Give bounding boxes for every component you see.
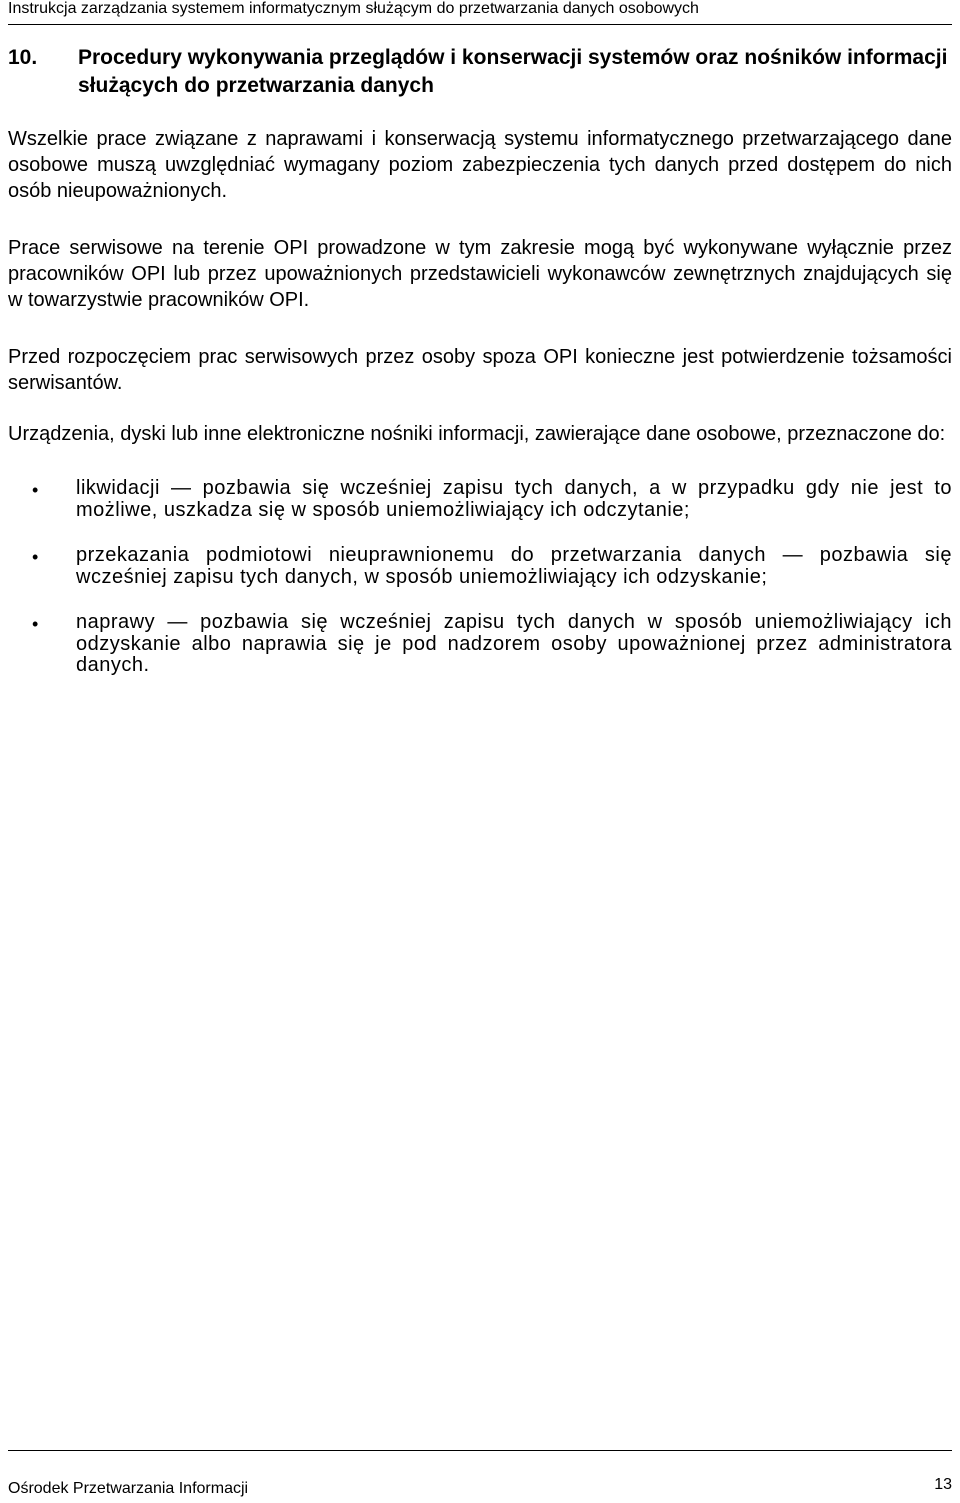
section-title: Procedury wykonywania przeglądów i konserwacji systemów oraz nośników informacji służących do przetwarzania danych: [78, 46, 948, 97]
list-item-text: przekazania podmiotowi nieuprawnionemu do przetwarzania danych — pozbawia się wcześniej zapisu tych danych, w sposób uniemożliwiający ich odzyskanie;: [76, 544, 952, 588]
page-footer: [8, 1450, 952, 1503]
bullet-icon: •: [32, 614, 39, 634]
bullet-icon: •: [32, 480, 39, 500]
media-handling-list: [8, 478, 952, 701]
list-item-transfer: [8, 545, 952, 588]
list-item-text: naprawy — pozbawia się wcześniej zapisu tych danych w sposób uniemożliwiający ich odzyskanie albo naprawia się je pod nadzorem osoby upoważnionej przez administratora danych.: [76, 611, 952, 676]
footer-organization: Ośrodek Przetwarzania Informacji: [8, 1480, 249, 1497]
paragraph-identity-verification: Przed rozpoczęciem prac serwisowych przez osoby spoza OPI konieczne jest potwierdzenie tożsamości serwisantów.: [8, 346, 952, 394]
section-heading: [8, 44, 952, 100]
page-header: [8, 0, 952, 25]
paragraph-service-personnel: Prace serwisowe na terenie OPI prowadzone w tym zakresie mogą być wykonywane wyłącznie przez pracowników OPI lub przez upoważnionych przedstawicieli wykonawców zewnętrznych znajdujących się w towarzystwie pracowników OPI.: [8, 237, 952, 311]
document-title: Instrukcja zarządzania systemem informatycznym służącym do przetwarzania danych osobowych: [8, 0, 699, 17]
list-item-text: likwidacji — pozbawia się wcześniej zapisu tych danych, a w przypadku gdy nie jest to możliwe, uszkadza się w sposób uniemożliwiający ich odczytanie;: [76, 477, 952, 521]
paragraph-media-intro: Urządzenia, dyski lub inne elektroniczne nośniki informacji, zawierające dane osobowe, przeznaczone do:: [8, 423, 946, 445]
list-item-repair: [8, 612, 952, 677]
section-number: 10.: [8, 46, 38, 69]
paragraph-maintenance-security: Wszelkie prace związane z naprawami i konserwacją systemu informatycznego przetwarzającego dane osobowe muszą uwzględniać wymagany poziom zabezpieczenia tych danych przed dostępem do nich osób nieupoważnionych.: [8, 128, 952, 202]
list-item-disposal: [8, 478, 952, 521]
page-number: 13: [934, 1476, 952, 1493]
bullet-icon: •: [32, 547, 39, 567]
